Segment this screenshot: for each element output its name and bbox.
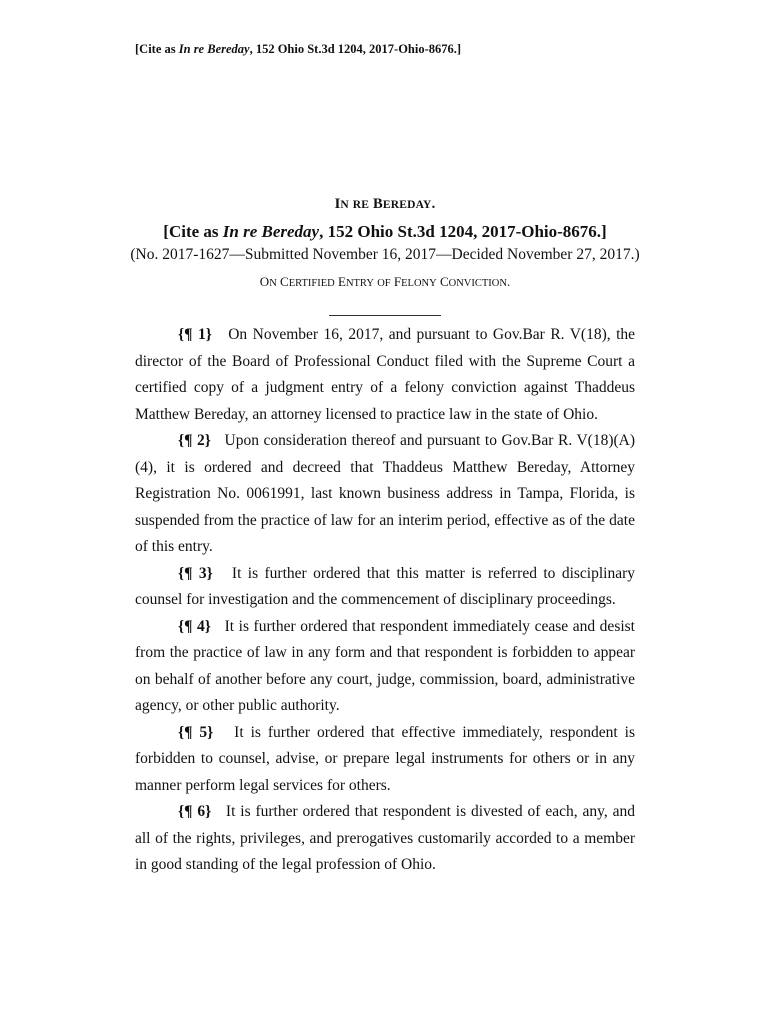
entry-type-word: CONVICTION xyxy=(439,274,507,289)
cite-prefix: [Cite as xyxy=(163,222,223,241)
paragraph-3 xyxy=(135,561,635,614)
header-cite-case-name: In re Bereday xyxy=(178,42,250,56)
paragraph-5 xyxy=(135,720,635,800)
running-header-citation xyxy=(135,42,461,57)
entry-type-word: FELONY xyxy=(393,274,437,289)
opinion-body xyxy=(135,322,635,879)
paragraph-number: {¶ 2} xyxy=(178,432,211,449)
entry-type-words xyxy=(260,274,507,289)
entry-type-word: OF xyxy=(377,278,391,289)
header-cite-suffix: , 152 Ohio St.3d 1204, 2017-Ohio-8676.] xyxy=(249,42,462,56)
entry-type-word: ENTRY xyxy=(337,274,374,289)
paragraph-number: {¶ 3} xyxy=(178,564,213,582)
case-title: IN RE BEREDAY. xyxy=(334,196,436,212)
paragraph-text: On November 16, 2017, and pursuant to Gov.Bar R. V(18), the director of the Board of Professional Conduct filed with the Supreme Court a certified copy of a judgment entry of a felony conviction against Thaddeus Matthew Bereday, an attorney licensed to practice law in the state of Ohio. xyxy=(135,326,636,423)
paragraph-2 xyxy=(135,428,635,561)
paragraph-text: It is further ordered that respondent is divested of each, any, and all of the rights, privileges, and prerogatives customarily accorded to a member in good standing of the legal profession of Ohio. xyxy=(135,803,636,873)
entry-type: ON CERTIFIED ENTRY OF FELONY CONVICTION. xyxy=(259,274,511,289)
cite-suffix: , 152 Ohio St.3d 1204, 2017-Ohio-8676.] xyxy=(319,222,607,241)
paragraph-text: It is further ordered that effective immediately, respondent is forbidden to counsel, advise, or prepare legal instruments for others or in any manner perform legal services for others. xyxy=(135,723,635,794)
paragraph-6 xyxy=(135,799,635,879)
paragraph-number: {¶ 6} xyxy=(178,803,212,820)
paragraph-number: {¶ 4} xyxy=(178,617,211,635)
docket-line: (No. 2017-1627—Submitted November 16, 2017—Decided November 27, 2017.) xyxy=(130,246,640,263)
paragraph-4 xyxy=(135,614,635,720)
header-cite-prefix: [Cite as xyxy=(135,42,179,56)
paragraph-text: It is further ordered that respondent immediately cease and desist from the practice of law in any form and that respondent is forbidden to appear on behalf of another before any court, judge, commission, board, administrative agency, or other public authority. xyxy=(135,617,635,714)
paragraph-text: It is further ordered that this matter is referred to disciplinary counsel for investigation and the commencement of disciplinary proceedings. xyxy=(135,564,635,608)
cite-case-name: In re Bereday xyxy=(222,222,320,241)
case-citation xyxy=(0,222,770,242)
paragraph-text: Upon consideration thereof and pursuant to Gov.Bar R. V(18)(A)(4), it is ordered and decreed that Thaddeus Matthew Bereday, Attorney Registration No. 0061991, last known business address in Tampa, Florida, is suspended from the practice of law for an interim period, effective as of the date of this entry. xyxy=(135,432,636,555)
entry-type-word: ON xyxy=(259,274,277,289)
caption-divider xyxy=(329,315,441,316)
paragraph-1 xyxy=(135,322,635,428)
entry-type-word: CERTIFIED xyxy=(280,274,335,289)
paragraph-number: {¶ 1} xyxy=(178,326,212,343)
paragraph-number: {¶ 5} xyxy=(178,723,214,741)
